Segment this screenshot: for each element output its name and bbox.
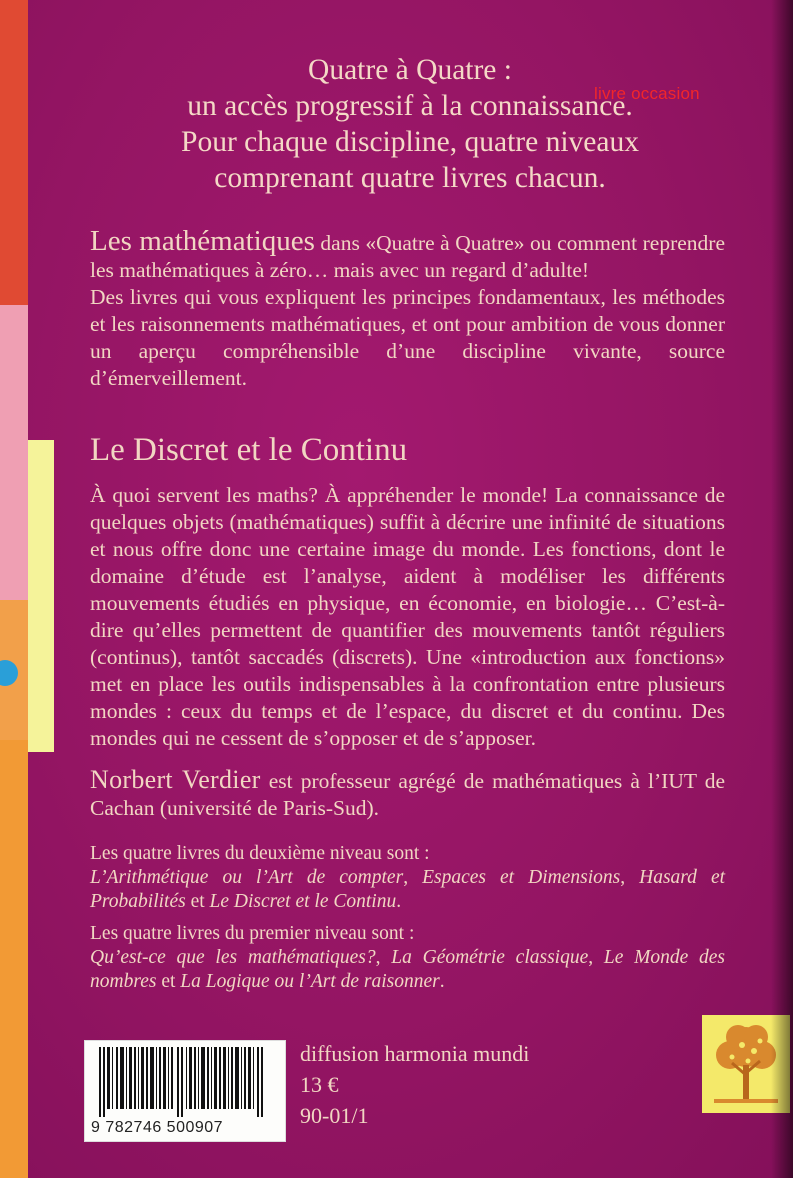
title-espaces: Espaces et Dimensions: [422, 867, 621, 888]
title-discret: Le Discret et le Continu: [209, 891, 397, 912]
math-heading: Les mathématiques: [90, 225, 315, 257]
level-one-list: [90, 922, 725, 994]
watermark-label: livre occasion: [594, 84, 700, 103]
title-arithmetique: L’Arithmétique ou l’Art de compter: [90, 867, 404, 888]
barcode: [84, 1040, 286, 1142]
color-stripe-pink: [0, 305, 28, 600]
book-summary: [90, 482, 725, 752]
math-paragraph-2: Des livres qui vous expliquent les principes fondamentaux, les méthodes et les raisonnements mathématiques, et ont pour ambition de vous donner un aperçu compréhensible d’une discipline vivante, source d’émerveillement.: [90, 285, 725, 390]
separator: ,: [588, 947, 604, 968]
title-geometrie: La Géométrie classique: [391, 947, 589, 968]
price-label: 13 €: [300, 1072, 339, 1097]
series-intro: [90, 52, 730, 196]
math-paragraph-1-text: dans «Quatre à Quatre» ou comment reprendre les mathématiques à zéro… mais avec un regard d’adulte!: [90, 231, 725, 282]
title-quest-ce: Qu’est-ce que les mathématiques?: [90, 947, 376, 968]
color-stripe-orange: [0, 740, 28, 1178]
color-stripe-red: [0, 0, 28, 305]
separator: et: [185, 891, 210, 912]
author-section: [90, 766, 725, 822]
distribution-label: diffusion harmonia mundi: [300, 1041, 530, 1066]
code-label: 90-01/1: [300, 1103, 369, 1128]
title-hasard: Hasard et Probabilités: [90, 867, 726, 912]
barcode-digits: 9 782746 500907: [91, 1119, 224, 1136]
cover-edge-shadow: [771, 0, 793, 1178]
math-paragraph-1: [90, 225, 725, 284]
book-title: Le Discret et le Continu: [90, 432, 408, 468]
color-stripe-yellow: [28, 440, 54, 752]
level-two-list: [90, 842, 725, 914]
separator: ,: [620, 867, 640, 888]
barcode-bars-icon: [97, 1047, 273, 1117]
separator: .: [396, 891, 402, 912]
separator: et: [156, 971, 181, 992]
author-paragraph: [90, 766, 725, 822]
intro-line: Quatre à Quatre :: [308, 54, 512, 86]
intro-line: un accès progressif à la connaissance.: [187, 90, 633, 122]
math-description: [90, 225, 725, 392]
title-logique: La Logique ou l’Art de raisonner: [180, 971, 440, 992]
intro-line: Pour chaque discipline, quatre niveaux: [181, 126, 639, 158]
separator: ,: [375, 947, 392, 968]
level-two-intro: Les quatre livres du deuxième niveau sont :: [90, 843, 430, 864]
separator: ,: [403, 867, 423, 888]
title-monde-nombres: Le Monde des nombres: [90, 947, 725, 992]
level-one-intro: Les quatre livres du premier niveau sont :: [90, 923, 415, 944]
level-one-titles: [90, 946, 725, 994]
level-two-titles: [90, 866, 725, 914]
author-bio: est professeur agrégé de mathématiques à l’IUT de Cachan (université de Paris-Sud).: [90, 769, 725, 820]
author-name: Norbert Verdier: [90, 765, 261, 794]
separator: .: [439, 971, 445, 992]
publisher-info: [300, 1038, 529, 1131]
summary-text: À quoi servent les maths? À appréhender le monde! La connaissance de quelques objets (mathématiques) suffit à décrire une infinité de situations et nous offre donc une certaine image du monde. Les fonctions, dont le domaine d’étude est l’analyse, aident à modéliser les différents mouvements étudiés en physique, en économie, en biologie… C’est-à-dire qu’elles permettent de quantifier des mouvements tantôt réguliers (continus), tantôt saccadés (discrets). Une «introduction aux fonctions» met en place les outils indispensables à la confrontation entre plusieurs mondes : ceux du temps et de l’espace, du discret et du continu. Des mondes qui ne cessent de s’opposer et de s’apposer.: [90, 483, 725, 750]
intro-line: comprenant quatre livres chacun.: [214, 162, 606, 194]
